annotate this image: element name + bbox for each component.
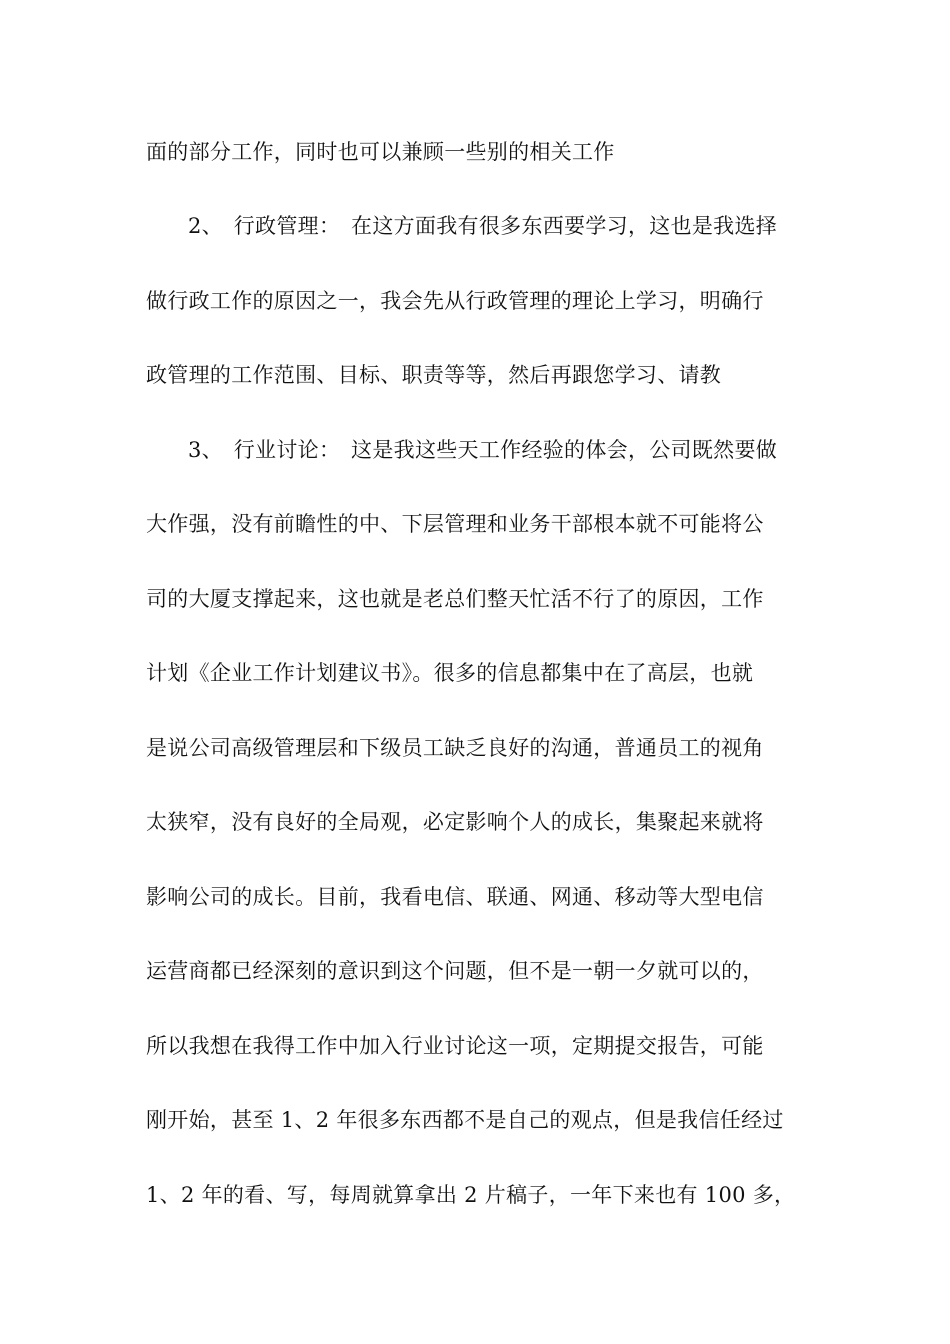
text-line: 运营商都已经深刻的意识到这个问题，但不是一朝一夕就可以的， [146,959,764,983]
text-line: 所以我想在我得工作中加入行业讨论这一项，定期提交报告，可能 [146,1034,764,1058]
text-line: 1、2 年的看、写，每周就算拿出 2 片稿子，一年下来也有 100 多， [146,1183,796,1207]
text-line: 3、 行业讨论： 这是我这些天工作经验的体会，公司既然要做 [188,438,778,462]
text-line: 司的大厦支撑起来，这也就是老总们整天忙活不行了的原因，工作 [146,587,764,611]
text-line: 是说公司高级管理层和下级员工缺乏良好的沟通，普通员工的视角 [146,736,764,760]
text-line: 大作强，没有前瞻性的中、下层管理和业务干部根本就不可能将公 [146,512,764,536]
text-line: 计划《企业工作计划建议书》。很多的信息都集中在了高层，也就 [146,661,754,685]
text-line: 面的部分工作，同时也可以兼顾一些别的相关工作 [146,140,615,164]
text-line: 政管理的工作范围、目标、职责等等，然后再跟您学习、请教 [146,363,722,387]
text-line: 太狭窄，没有良好的全局观，必定影响个人的成长，集聚起来就将 [146,810,764,834]
text-line: 2、 行政管理： 在这方面我有很多东西要学习，这也是我选择 [188,214,778,238]
text-line: 刚开始，甚至 1、2 年很多东西都不是自己的观点，但是我信任经过 [146,1108,784,1132]
text-line: 影响公司的成长。目前，我看电信、联通、网通、移动等大型电信 [146,885,764,909]
text-line: 做行政工作的原因之一，我会先从行政管理的理论上学习，明确行 [146,289,764,313]
